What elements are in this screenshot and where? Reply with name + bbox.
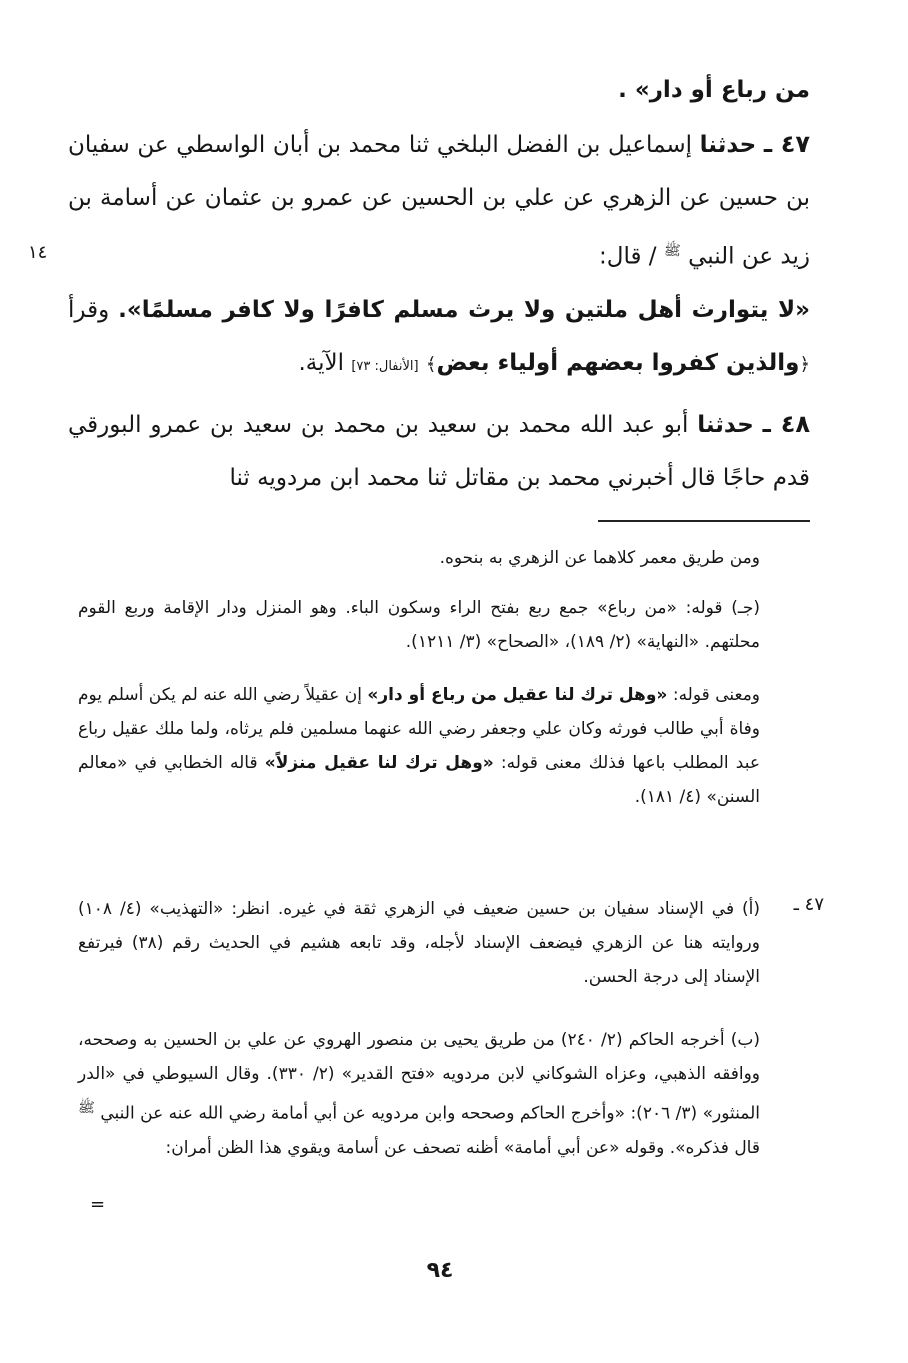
hadith-48-paragraph (68, 398, 810, 505)
footnote-number: ٤٧ ـ (793, 894, 824, 915)
honorific-symbol: ﷺ (78, 1100, 95, 1116)
manuscript-folio-mark: ١٤ (28, 242, 48, 263)
matn-text: وقرأ (68, 297, 110, 323)
page-number: ٩٤ (426, 1258, 454, 1283)
footnote-separator (598, 520, 810, 522)
hadith-number: ٤٧ ـ (763, 130, 811, 158)
verse-close-bracket: ﴾ (425, 354, 437, 375)
hadith-quote: «لا يتوارث أهل ملتين ولا يرث مسلم كافرًا ولا كافر مسلمًا». (118, 297, 810, 323)
honorific-symbol: ﷺ (663, 243, 681, 259)
isnad-text: أبو عبد الله محمد بن سعيد بن محمد بن سعيد بن عمرو البورقي قدم حاجًا قال أخبرني محمد بن مقاتل ثنا محمد ابن مردويه ثنا (68, 412, 810, 491)
footnote-text: قال فذكره». وقوله «عن أبي أمامة» أظنه تصحف عن أسامة ويقوي هذا الظن أمران: (165, 1137, 760, 1158)
main-text-fragment: من رباع أو دار» . (618, 77, 810, 103)
footnote (78, 591, 760, 659)
hadith-47-matn (68, 284, 810, 393)
main-text-line (68, 64, 810, 117)
footnote (78, 1023, 760, 1165)
footnote-text: ومن طريق معمر كلاهما عن الزهري به بنحوه. (439, 548, 760, 568)
hadith-keyword: حدثنا (697, 412, 754, 438)
continuation-mark: = (90, 1194, 106, 1215)
footnote-text: قاله الخطابي في «معالم السنن» (٤/ ١٨١). (78, 753, 760, 807)
footnote-text: (أ) في الإسناد سفيان بن حسين ضعيف في الزهري ثقة في غيره. انظر: «التهذيب» (٤/ ١٠٨) وروايته هنا عن الزهري فيضعف الإسناد لأجله، وقد تابعه هشيم في الحديث رقم (٣٨) فيرتفع الإسناد إلى درجة الحسن. (78, 899, 760, 987)
footnote-text: إن عقيلاً رضي الله عنه لم يكن أسلم يوم وفاة أبي طالب فورثه وكان علي وجعفر رضي الله عنهما مسلمين فلم يرثاه، ولما ملك عقيل رباع عبد المطلب باعها فذلك معنى قوله: (78, 685, 760, 773)
isnad-text: إسماعيل بن الفضل البلخي ثنا محمد بن أبان الواسطي عن سفيان بن حسين عن الزهري عن علي بن الحسين عن عمرو بن عثمان عن أسامة بن زيد عن النبي (68, 132, 810, 270)
footnote (78, 678, 760, 814)
footnote-text: ومعنى قوله: (672, 685, 761, 705)
isnad-text-end: / قال: (599, 243, 657, 270)
footnote (78, 541, 760, 575)
verse-reference: [الأنفال: ٧٣] (351, 359, 419, 374)
hadith-keyword: حدثنا (699, 132, 757, 158)
footnote (78, 892, 760, 994)
footnote-text: (ب) أخرجه الحاكم (٢/ ٢٤٠) من طريق يحيى بن منصور الهروي عن علي بن الحسين به وصححه، ووافقه الذهبي، وعزاه الشوكاني لابن مردويه «فتح القدير» (٢/ ٣٣٠). وقال السيوطي في «الدر المنثور» (٣/ ٢٠٦): «وأخرج الحاكم وصححه وابن مردويه عن أبي أمامة رضي الله عنه عن النبي (78, 1030, 761, 1124)
footnote-quote: «وهل ترك لنا عقيل من رباع أو دار» (367, 685, 668, 705)
hadith-47-paragraph (68, 118, 810, 284)
footnote-text: (جـ) قوله: «من رباع» جمع ربع بفتح الراء وسكون الباء. وهو المنزل ودار الإقامة وربع القوم محلتهم. «النهاية» (٢/ ١٨٩)، «الصحاح» (٣/ ١٢١١). (78, 598, 760, 652)
matn-text-end: الآية. (298, 350, 345, 376)
footnote-quote: «وهل ترك لنا عقيل منزلاً» (264, 753, 494, 773)
verse-open-bracket: ﴿ (799, 354, 810, 375)
quran-verse: والذين كفروا بعضهم أولياء بعض (436, 350, 800, 376)
hadith-number: ٤٨ ـ (762, 410, 810, 438)
